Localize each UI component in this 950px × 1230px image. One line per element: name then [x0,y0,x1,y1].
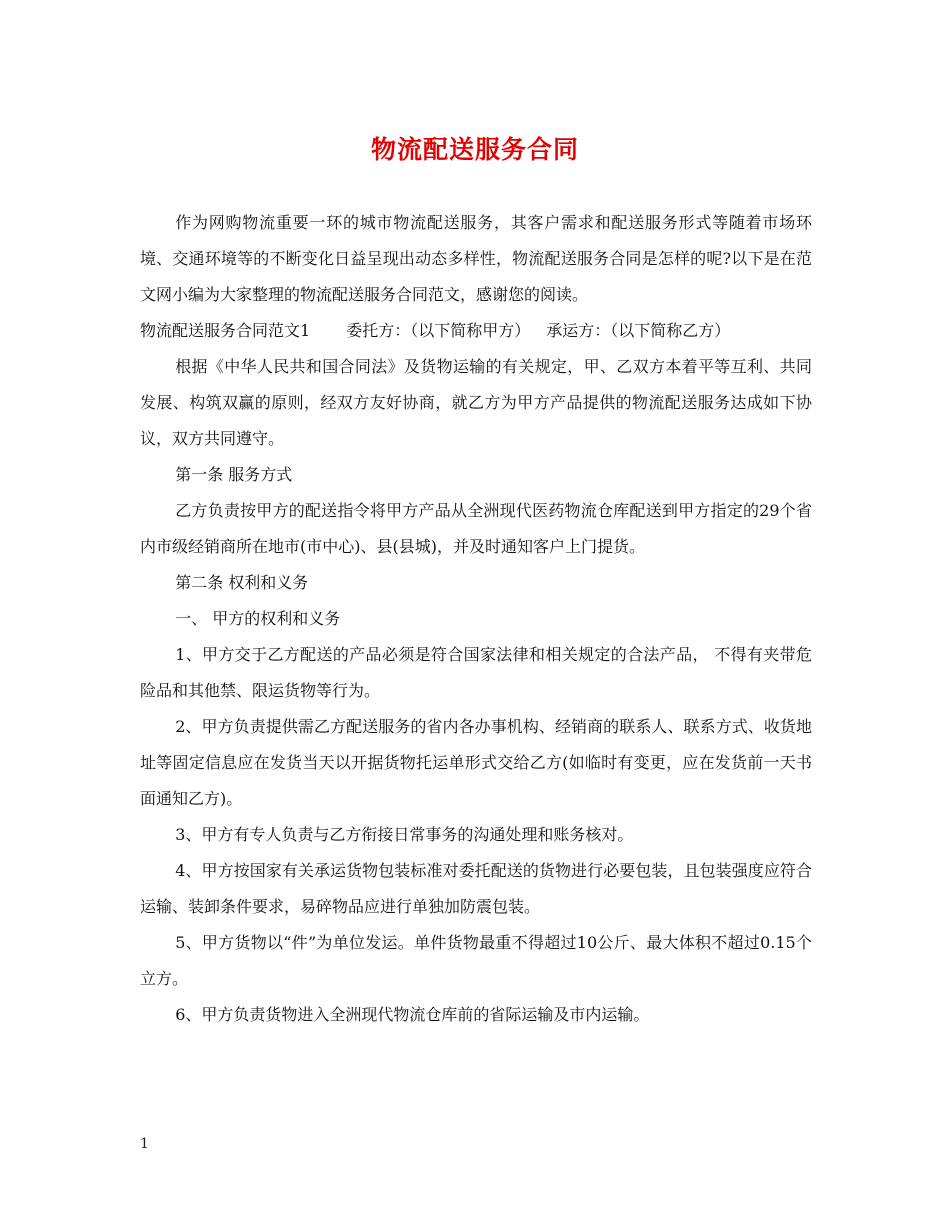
section1-heading: 一、 甲方的权利和义务 [175,609,341,628]
article2-heading: 第二条 权利和义务 [175,573,309,592]
article1-body: 乙方负责按甲方的配送指令将甲方产品从全洲现代医药物流仓库配送到甲方指定的29个省内市级经销商所在地市(市中心)、县(县城)，并及时通知客户上门提货。 [140,501,812,556]
list-item-5: 5、甲方货物以“件”为单位发运。单件货物最重不得超过10公斤、最大体积不超过0.15个立方。 [140,933,812,988]
parties-paragraph [140,313,812,349]
list-item-6: 6、甲方负责货物进入全洲现代物流仓库前的省际运输及市内运输。 [175,1005,650,1024]
intro-paragraph: 作为网购物流重要一环的城市物流配送服务，其客户需求和配送服务形式等随着市场环境、交通环境等的不断变化日益呈现出动态多样性，物流配送服务合同是怎样的呢?以下是在范文网小编为大家整理的物流配送服务合同范文，感谢您的阅读。 [140,213,812,304]
document-body [140,205,812,1033]
list-item-1: 1、甲方交于乙方配送的产品必须是符合国家法律和相关规定的合法产品， 不得有夹带危险品和其他禁、限运货物等行为。 [140,645,812,700]
list-item-3: 3、甲方有专人负责与乙方衔接日常事务的沟通处理和账务核对。 [175,825,634,844]
page-number: 1 [140,1136,149,1152]
party-b-label: 承运方：（以下简称乙方） [546,321,731,340]
document-title: 物流配送服务合同 [370,135,579,164]
party-a-label: 委托方：（以下简称甲方） [346,321,531,340]
list-item-2: 2、甲方负责提供需乙方配送服务的省内各办事机构、经销商的联系人、联系方式、收货地址等固定信息应在发货当天以开据货物托运单形式交给乙方(如临时有变更，应在发货前一天书面通知乙方)。 [140,717,812,808]
article1-heading: 第一条 服务方式 [175,465,293,484]
basis-paragraph: 根据《中华人民共和国合同法》及货物运输的有关规定，甲、乙双方本着平等互利、共同发展、构筑双赢的原则，经双方友好协商，就乙方为甲方产品提供的物流配送服务达成如下协议，双方共同遵守。 [140,357,812,448]
list-item-4: 4、甲方按国家有关承运货物包装标准对委托配送的货物进行必要包装，且包装强度应符合运输、装卸条件要求，易碎物品应进行单独加防震包装。 [140,861,812,916]
sample-label: 物流配送服务合同范文1 [140,321,311,340]
